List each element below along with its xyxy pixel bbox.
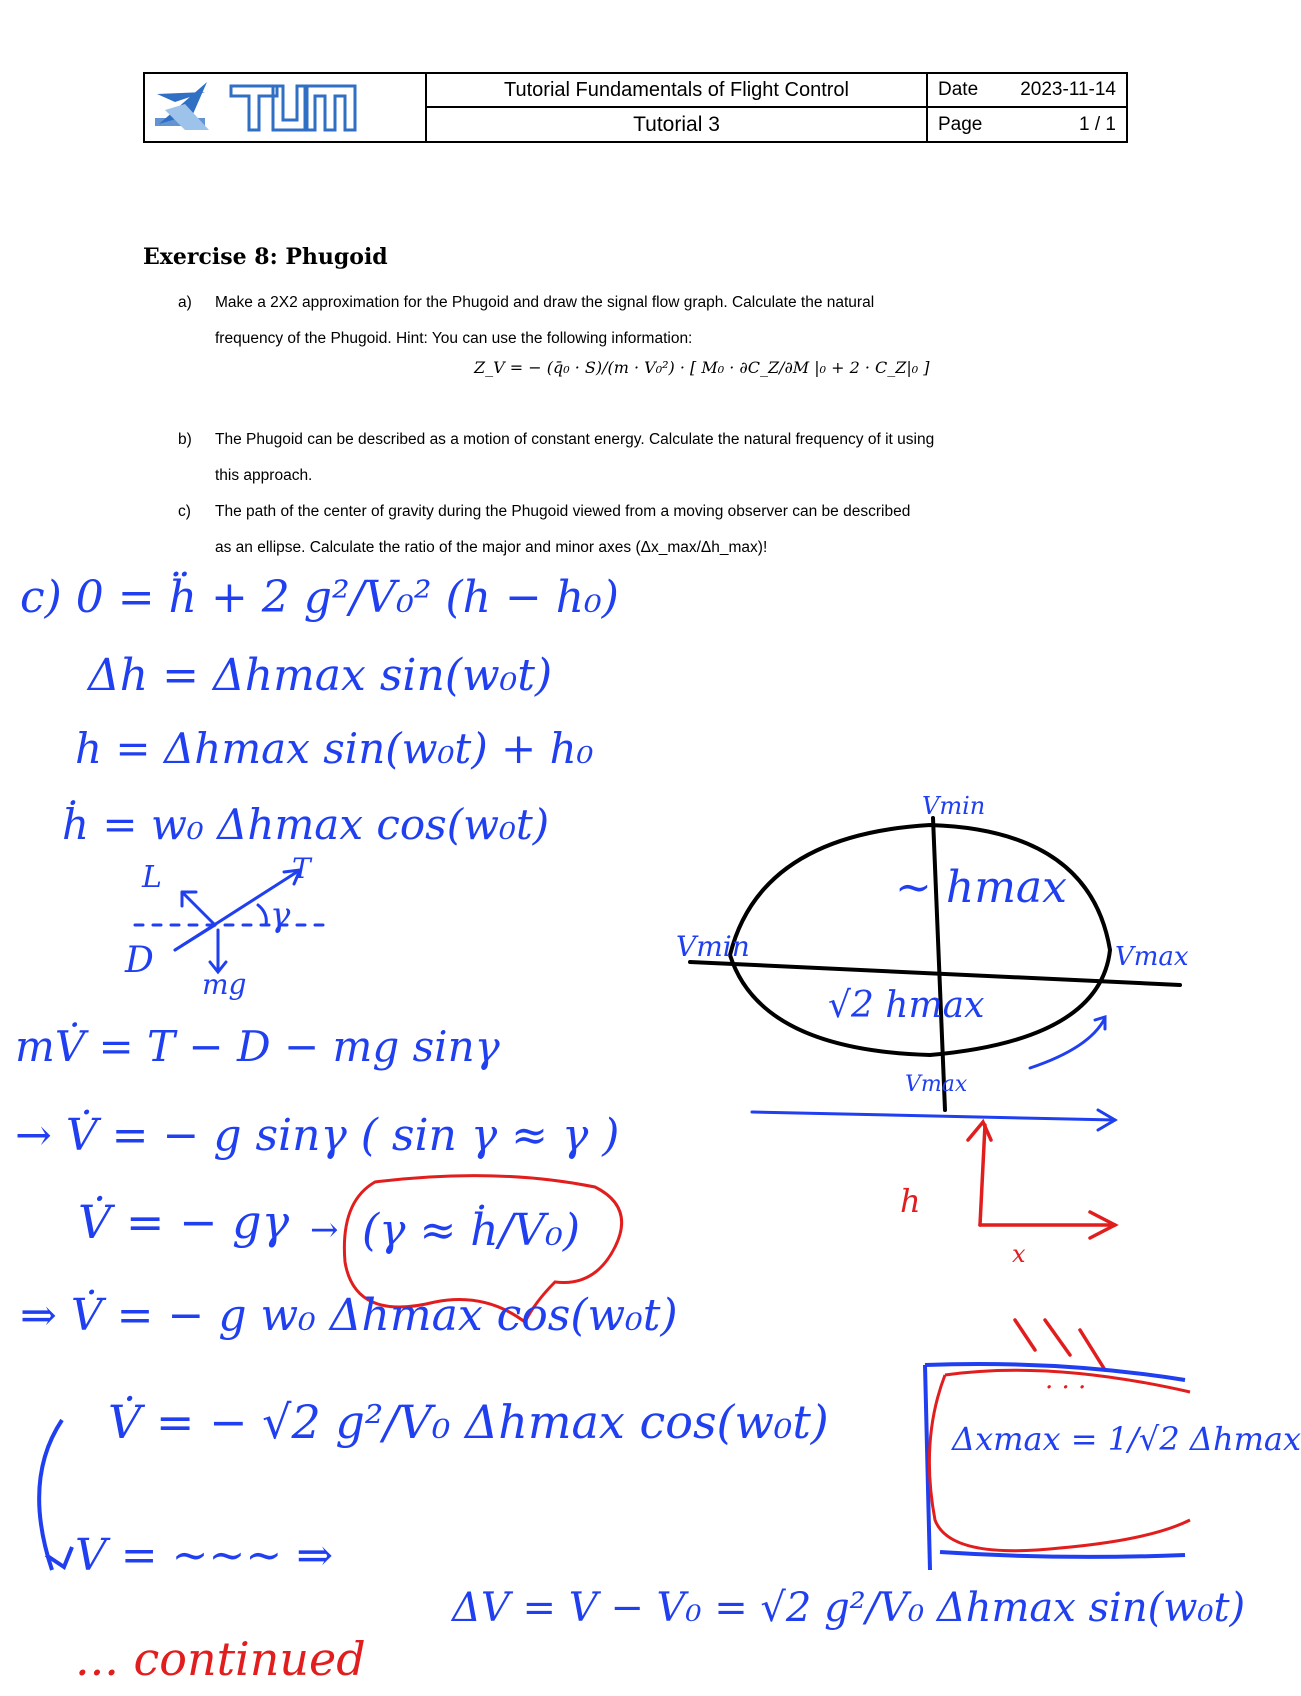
handwritten-equation: c) 0 = ḧ + 2 g²/V₀² (h − h₀)	[20, 572, 619, 623]
handwritten-equation: ⇒ V̇ = − g w₀ Δhmax cos(w₀t)	[20, 1290, 678, 1341]
date-cell	[928, 74, 1126, 108]
hint-formula: Z_V = − (q̄₀ · S)/(m · V₀²) · [ M₀ · ∂C_Z/∂M |₀ + 2 · C_Z|₀ ]	[474, 358, 930, 377]
handwritten-equation: Δh = Δhmax sin(w₀t)	[88, 650, 553, 701]
item-marker: b)	[178, 431, 192, 448]
page-label: Page	[938, 114, 983, 135]
arrow-to-approx: →	[310, 1210, 339, 1250]
document-header	[143, 72, 1128, 143]
item-marker: c)	[178, 503, 191, 520]
axes-h-label: h	[900, 1182, 921, 1220]
continued-note: ... continued	[75, 1632, 366, 1686]
tutorial-number: Tutorial 3	[427, 108, 928, 141]
date-value: 2023-11-14	[1020, 79, 1116, 100]
ellipse-vmin-left: Vmin	[676, 930, 750, 963]
item-line: The Phugoid can be described as a motion of constant energy. Calculate the natural frequency of it using	[215, 431, 935, 448]
date-label: Date	[938, 79, 979, 100]
ellipse-vmax-right: Vmax	[1115, 942, 1189, 972]
result-formula: Δxmax = 1/√2 Δhmax	[952, 1420, 1301, 1458]
handwritten-equation: V = ~~~ ⇒	[75, 1530, 334, 1581]
fbd-weight-label: mg	[202, 968, 247, 1001]
handwritten-equation: → V̇ = − g sinγ ( sin γ ≈ γ )	[15, 1110, 620, 1161]
fbd-thrust-label: T	[292, 852, 311, 885]
page-cell	[928, 108, 1126, 141]
gamma-approximation: (γ ≈ ḣ/V₀)	[362, 1205, 581, 1256]
ellipse-vmax-bottom: Vmax	[905, 1072, 968, 1097]
handwritten-equation: h = Δhmax sin(w₀t) + h₀	[75, 724, 594, 773]
ellipse-sqrt2-label: √2 hmax	[828, 985, 985, 1026]
axes-x-label: x	[1012, 1240, 1026, 1268]
item-line: Make a 2X2 approximation for the Phugoid and draw the signal flow graph. Calculate the natural	[215, 294, 875, 311]
item-line: The path of the center of gravity during the Phugoid viewed from a moving observer can be described	[215, 503, 911, 520]
exercise-title: Exercise 8: Phugoid	[143, 244, 388, 270]
tum-logo	[145, 74, 425, 141]
fbd-lift-label: L	[142, 860, 162, 895]
page-value: 1 / 1	[1079, 114, 1116, 135]
handwritten-equation: V̇ = − gγ	[78, 1195, 290, 1249]
item-marker: a)	[178, 294, 192, 311]
handwritten-equation: mV̇ = T − D − mg sinγ	[15, 1022, 500, 1071]
item-line: as an ellipse. Calculate the ratio of the major and minor axes (Δx_max/Δh_max)!	[215, 539, 768, 556]
fbd-drag-label: D	[125, 940, 154, 981]
ellipse-vmin-top: Vmin	[922, 792, 986, 820]
handwritten-equation: ḣ = w₀ Δhmax cos(w₀t)	[62, 800, 550, 849]
handwritten-equation: V̇ = − √2 g²/V₀ Δhmax cos(w₀t)	[108, 1395, 829, 1449]
fbd-gamma-label: γ	[270, 895, 291, 935]
logo-cell	[145, 74, 427, 141]
item-line: frequency of the Phugoid. Hint: You can use the following information:	[215, 330, 693, 347]
ellipsis-marks: . . .	[1045, 1365, 1087, 1395]
item-line: this approach.	[215, 467, 313, 484]
ellipse-hmax-label: ~ hmax	[895, 862, 1067, 913]
handwritten-equation: ΔV = V − V₀ = √2 g²/V₀ Δhmax sin(w₀t)	[452, 1585, 1246, 1631]
course-title: Tutorial Fundamentals of Flight Control	[427, 74, 928, 108]
